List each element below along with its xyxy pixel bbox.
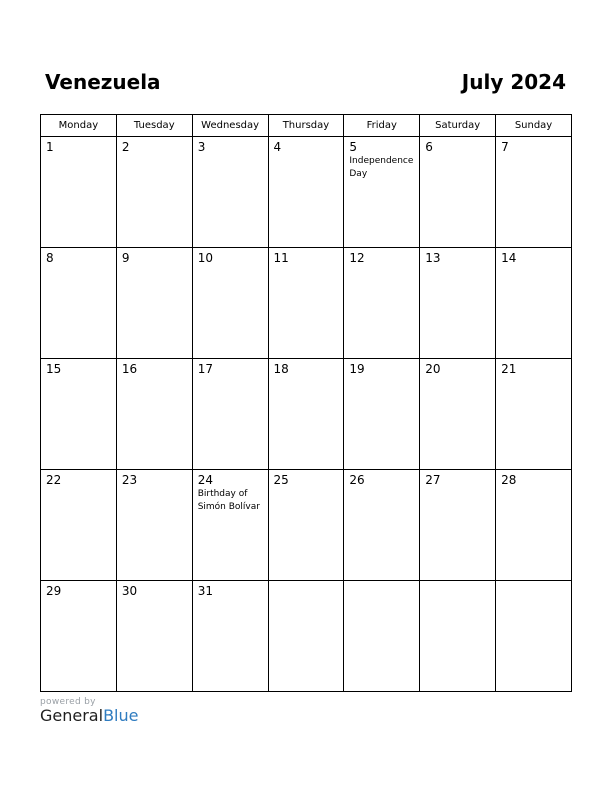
day-cell [344, 248, 420, 359]
day-number: 29 [46, 584, 62, 598]
day-number: 13 [425, 251, 441, 265]
day-number: 17 [197, 362, 213, 376]
day-number: 14 [501, 251, 517, 265]
day-number: 2 [121, 140, 130, 154]
day-number: 24 [197, 473, 213, 487]
weekday-header: Monday [41, 115, 117, 137]
month-title: July 2024 [461, 70, 566, 94]
day-cell [41, 470, 117, 581]
day-number: 8 [46, 251, 54, 265]
weekday-header-row [41, 115, 572, 137]
day-number: 4 [273, 140, 282, 154]
day-cell [192, 470, 268, 581]
holiday-label: Independence Day [349, 156, 414, 179]
day-number: 9 [121, 251, 130, 265]
day-cell [496, 359, 572, 470]
day-number: 11 [273, 251, 289, 265]
day-cell [268, 581, 344, 692]
day-cell [496, 470, 572, 581]
day-cell [420, 470, 496, 581]
day-number: 22 [46, 473, 62, 487]
day-cell [192, 137, 268, 248]
day-cell [420, 359, 496, 470]
day-cell [268, 359, 344, 470]
footer [40, 697, 138, 725]
day-cell [116, 359, 192, 470]
day-number: 27 [425, 473, 441, 487]
day-cell [344, 581, 420, 692]
week-row [41, 359, 572, 470]
day-number: 18 [273, 362, 289, 376]
brand-blue: Blue [103, 706, 139, 725]
day-cell [41, 248, 117, 359]
day-cell [268, 137, 344, 248]
day-cell [496, 248, 572, 359]
day-cell [268, 248, 344, 359]
day-number: 28 [501, 473, 517, 487]
day-cell [192, 359, 268, 470]
day-cell [344, 470, 420, 581]
day-cell [41, 137, 117, 248]
day-cell [344, 359, 420, 470]
day-number: 30 [121, 584, 138, 598]
country-title: Venezuela [45, 70, 161, 94]
calendar-grid [40, 114, 572, 692]
powered-by-text: powered by [40, 697, 96, 707]
weekday-header: Thursday [268, 115, 344, 137]
brand-general: General [40, 706, 104, 725]
day-number: 26 [349, 473, 365, 487]
day-cell [420, 248, 496, 359]
week-row [41, 248, 572, 359]
day-cell [192, 581, 268, 692]
day-number: 3 [197, 140, 206, 154]
day-cell [116, 581, 192, 692]
weekday-header: Tuesday [116, 115, 192, 137]
weekday-header: Sunday [496, 115, 572, 137]
day-cell [496, 137, 572, 248]
day-number: 10 [197, 251, 213, 265]
week-row [41, 137, 572, 248]
day-number: 23 [121, 473, 138, 487]
week-row [41, 581, 572, 692]
day-cell [420, 581, 496, 692]
brand-logo[interactable] [40, 706, 138, 725]
day-number: 20 [425, 362, 441, 376]
day-number: 19 [349, 362, 365, 376]
day-number: 6 [425, 140, 433, 154]
day-number: 1 [46, 140, 54, 154]
day-number: 31 [197, 584, 213, 598]
day-number: 12 [349, 251, 365, 265]
day-cell [344, 137, 420, 248]
day-cell [116, 470, 192, 581]
day-cell [116, 248, 192, 359]
day-number: 25 [273, 473, 289, 487]
holiday-label: Birthday of Simón Bolívar [197, 489, 260, 512]
day-cell [41, 359, 117, 470]
day-cell [268, 470, 344, 581]
day-cell [192, 248, 268, 359]
day-cell [420, 137, 496, 248]
weekday-header: Saturday [420, 115, 496, 137]
day-number: 21 [501, 362, 517, 376]
day-number: 5 [349, 140, 358, 154]
day-number: 7 [501, 140, 509, 154]
week-row [41, 470, 572, 581]
weekday-header: Friday [344, 115, 420, 137]
day-cell [496, 581, 572, 692]
day-cell [116, 137, 192, 248]
weekday-header: Wednesday [192, 115, 268, 137]
day-cell [41, 581, 117, 692]
day-number: 16 [121, 362, 138, 376]
day-number: 15 [46, 362, 62, 376]
